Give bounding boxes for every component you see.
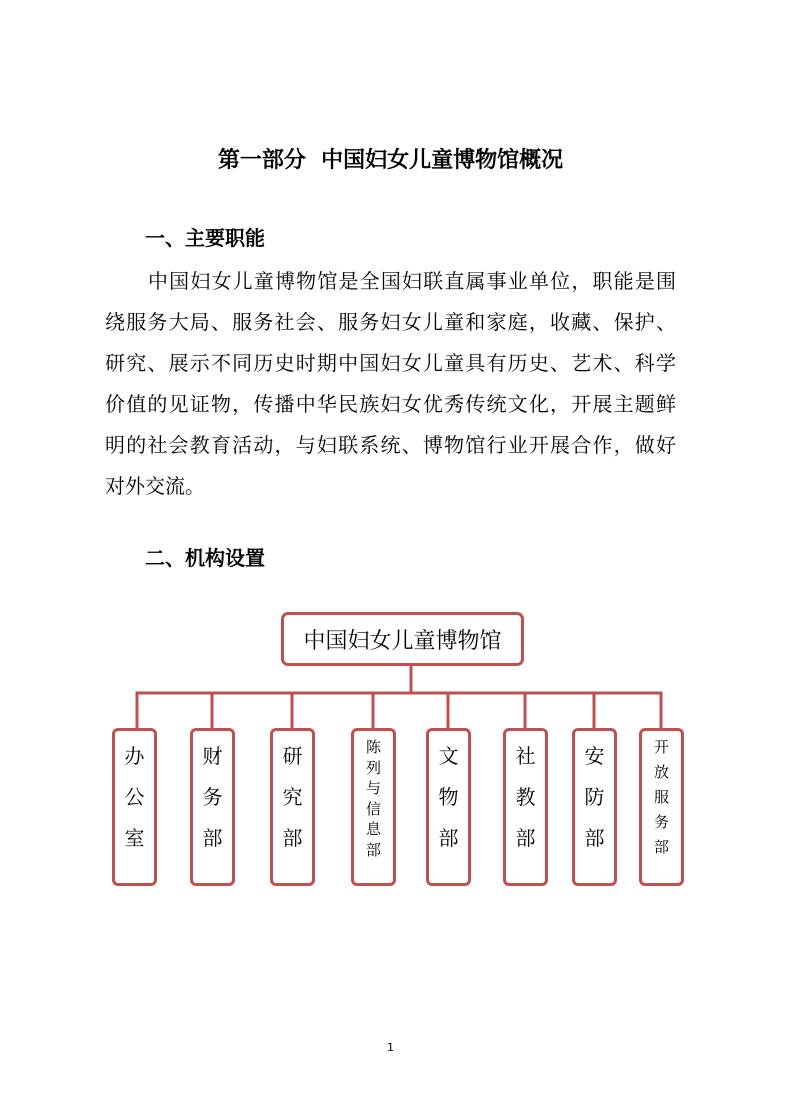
department-box-relics bbox=[426, 728, 471, 886]
department-box-exhibition-information bbox=[351, 728, 396, 886]
department-label: 开放服务部 bbox=[654, 738, 670, 856]
department-box-finance bbox=[190, 728, 235, 886]
department-label: 办公室 bbox=[124, 744, 145, 850]
department-label: 社教部 bbox=[515, 744, 536, 850]
paragraph-line: 明的社会教育活动，与妇联系统、博物馆行业开展合作，做好 bbox=[105, 433, 676, 457]
department-label: 陈列与信息部 bbox=[366, 738, 382, 859]
department-box-security bbox=[572, 728, 617, 886]
paragraph-line: 研究、展示不同历史时期中国妇女儿童具有历史、艺术、科学 bbox=[105, 351, 676, 375]
paragraph-line: 对外交流。 bbox=[105, 474, 205, 498]
main-functions-paragraph bbox=[105, 261, 676, 507]
department-box-research bbox=[270, 728, 315, 886]
section-heading-organization: 二、机构设置 bbox=[145, 546, 265, 570]
org-root-box bbox=[281, 612, 524, 666]
paragraph-line: 价值的见证物，传播中华民族妇女优秀传统文化，开展主题鲜 bbox=[105, 392, 676, 416]
department-box-open-service bbox=[639, 728, 684, 886]
department-label: 研究部 bbox=[282, 744, 303, 850]
paragraph-line: 绕服务大局、服务社会、服务妇女儿童和家庭，收藏、保护、 bbox=[105, 310, 676, 334]
department-label: 安防部 bbox=[584, 744, 605, 850]
paragraph-line: 中国妇女儿童博物馆是全国妇联直属事业单位，职能是围 bbox=[148, 269, 676, 293]
section-heading-main-functions: 一、主要职能 bbox=[145, 226, 265, 250]
department-box-social-education bbox=[503, 728, 548, 886]
page-number: 1 bbox=[387, 1041, 394, 1054]
page-title: 第一部分 中国妇女儿童博物馆概况 bbox=[217, 147, 564, 173]
org-root-label: 中国妇女儿童博物馆 bbox=[303, 628, 502, 654]
connector-group bbox=[136, 665, 663, 729]
department-label: 财务部 bbox=[202, 744, 223, 850]
department-label: 文物部 bbox=[438, 744, 459, 850]
department-box-office bbox=[112, 728, 157, 886]
